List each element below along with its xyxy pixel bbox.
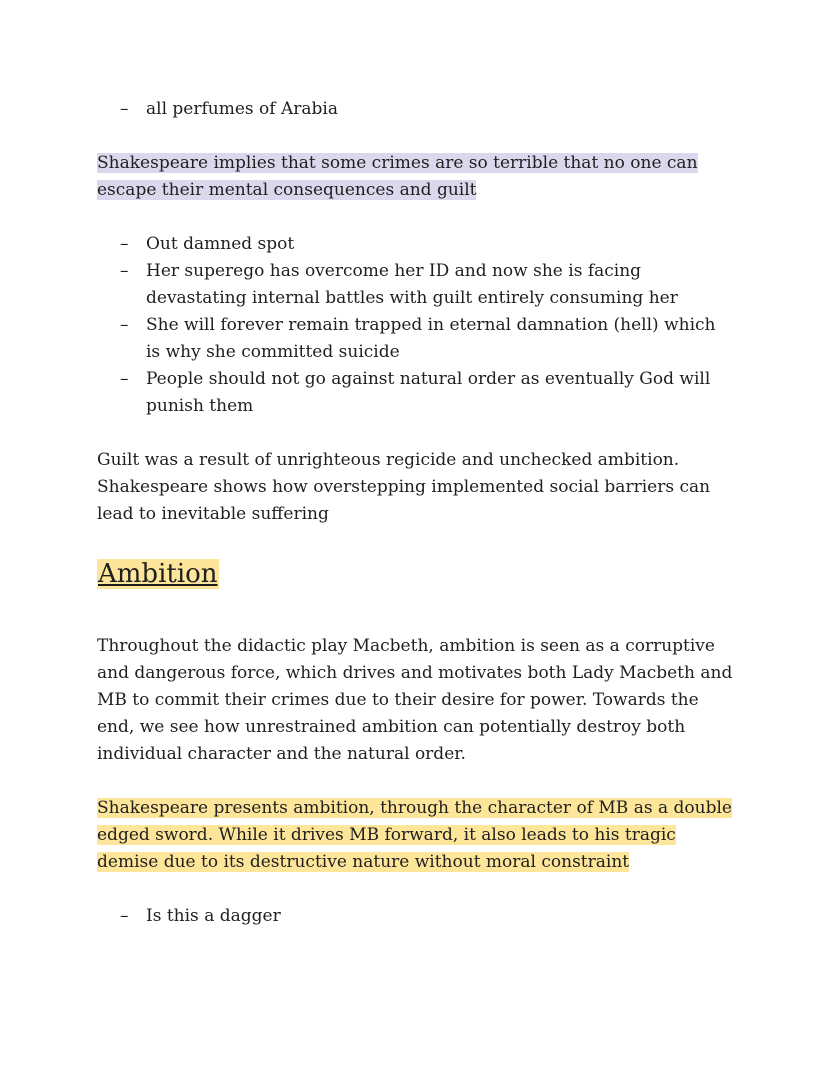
bullet-dash: – xyxy=(120,99,129,119)
highlighted-thesis-ambition: Shakespeare presents ambition, through the character of MB as a double edged sword. While it drives MB forward, it also leads to his tragic demise due to its destructive nature without moral constraint xyxy=(97,798,732,872)
list-item: – She will forever remain trapped in eternal damnation (hell) which is why she committed suicide xyxy=(120,312,730,366)
bullet-list-guilt xyxy=(120,231,730,420)
paragraph-guilt: Guilt was a result of unrighteous regicide and unchecked ambition. Shakespeare shows how overstepping implemented social barriers can lead to inevitable suffering xyxy=(97,450,711,524)
list-item: – all perfumes of Arabia xyxy=(120,96,730,123)
bullet-list-perfumes xyxy=(120,96,730,123)
bullet-dash: – xyxy=(120,261,129,281)
bullet-dash: – xyxy=(120,234,129,254)
highlighted-thesis-guilt: Shakespeare implies that some crimes are so terrible that no one can escape their mental consequences and guilt xyxy=(97,153,698,200)
bullet-dash: – xyxy=(120,369,129,389)
list-item: – Her superego has overcome her ID and now she is facing devastating internal battles with guilt entirely consuming her xyxy=(120,258,730,312)
list-item: – People should not go against natural order as eventually God will punish them xyxy=(120,366,730,420)
bullet-dash: – xyxy=(120,906,129,926)
list-item: – Is this a dagger xyxy=(120,903,730,930)
paragraph-ambition: Throughout the didactic play Macbeth, ambition is seen as a corruptive and dangerous force, which drives and motivates both Lady Macbeth and MB to commit their crimes due to their desire for power. Towards the end, we see how unrestrained ambition can potentially destroy both individual character and the natural order. xyxy=(97,636,733,764)
bullet-dash: – xyxy=(120,315,129,335)
section-heading-ambition: Ambition xyxy=(98,559,218,589)
list-item: – Out damned spot xyxy=(120,231,730,258)
bullet-list-dagger xyxy=(120,903,730,930)
